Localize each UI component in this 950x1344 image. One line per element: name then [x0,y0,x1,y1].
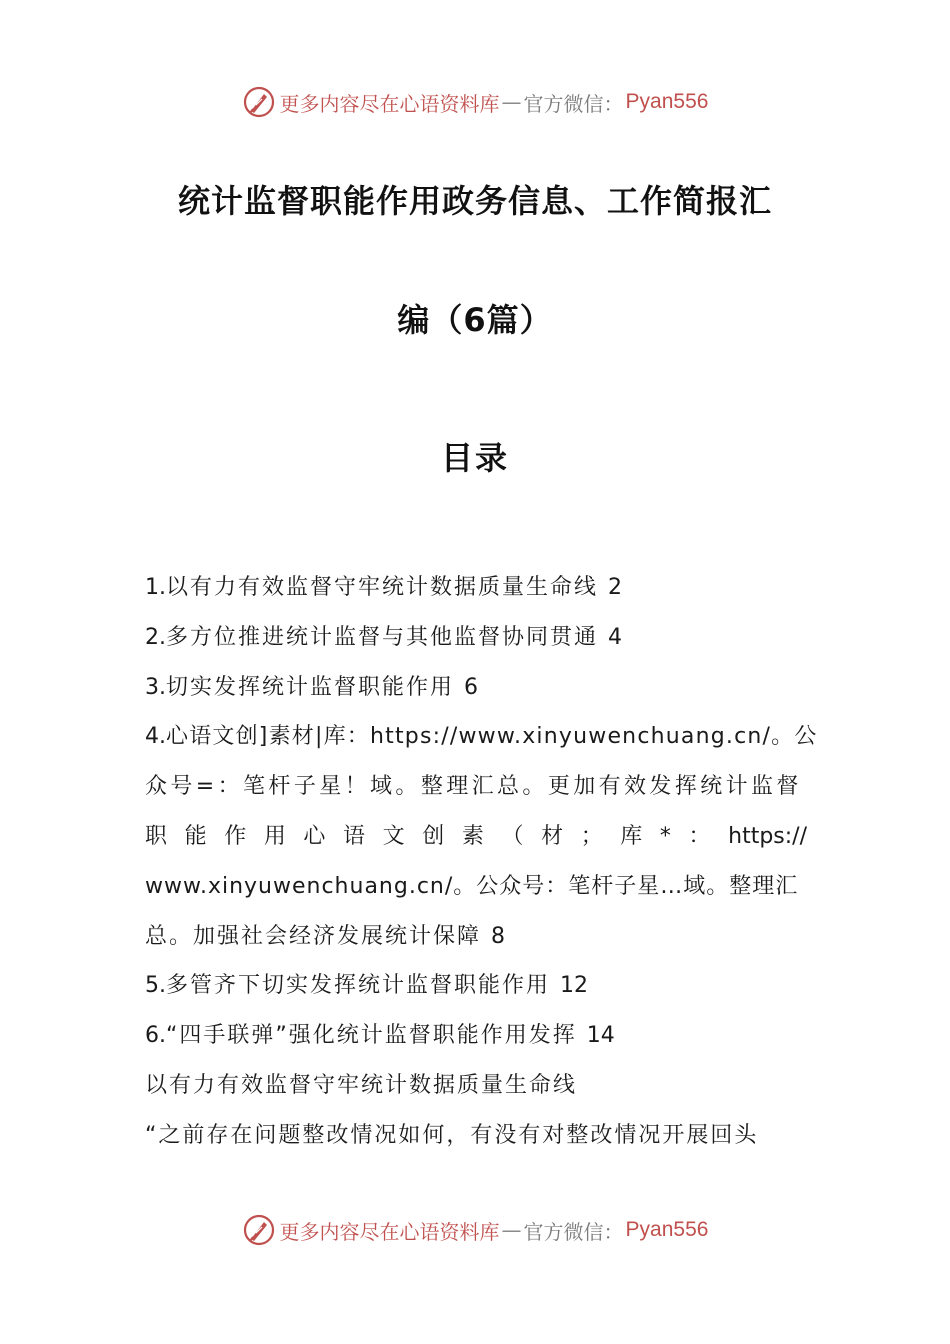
toc-item-4[interactable] [145,712,818,961]
quill-logo-icon [242,1213,276,1247]
toc-item-title: “四手联弹”强化统计监督职能作用发挥 [166,1023,577,1049]
toc-item-page: 12 [560,973,589,999]
header-banner [0,82,950,122]
toc-item-page: 4 [608,624,623,650]
toc-item-title: 切实发挥统计监督职能作用 [166,674,455,700]
toc-item-number: 2. [145,624,166,650]
banner-dash: — [501,90,522,114]
document-title-line-2: 编（6篇） [397,301,553,339]
toc-item-4-line-5 [145,912,807,962]
toc-item-page: 6 [464,674,479,700]
toc-item-4-text-1: 心语文创]素材|库：https://www.xinyuwenchuang.cn/。公 [166,724,818,750]
toc-item-number: 4. [145,724,166,750]
toc-item-page: 2 [608,575,623,600]
toc-item-page: 8 [491,923,506,949]
toc-item-number: 1. [145,575,166,600]
wechat-id: Pyan556 [625,1218,709,1241]
toc-item-4-line-1 [145,712,818,762]
document-title-line-1: 统计监督职能作用政务信息、工作简报汇 [177,182,772,220]
toc-item-number: 6. [145,1023,166,1049]
brand-text: 更多内容尽在心语资料库 [279,1219,500,1244]
footer-banner [0,1210,950,1250]
toc-item-number: 5. [145,973,166,999]
toc-item-6[interactable] [145,1011,807,1061]
wechat-id: Pyan556 [625,90,709,113]
toc-list [145,563,818,1161]
banner-dash: — [501,1218,522,1242]
toc-item-4-line-4: www.xinyuwenchuang.cn/。公众号：笔杆子星…域。整理汇 [145,873,799,899]
toc-item-title: 多管齐下切实发挥统计监督职能作用 [166,973,551,999]
toc-item-3[interactable] [145,663,807,713]
toc-item-4-text-5: 总。加强社会经济发展统计保障 [145,923,482,949]
brand-text: 更多内容尽在心语资料库 [279,91,500,116]
toc-item-title: 以有力有效监督守牢统计数据质量生命线 [166,575,599,600]
toc-item-2[interactable] [145,613,807,663]
wechat-label: 官方微信： [523,91,624,116]
toc-item-4-line-3: 职能作用心语文创素（材；库*：https:// [145,823,807,849]
toc-item-page: 14 [586,1023,615,1049]
body-paragraph-line: “之前存在问题整改情况如何，有没有对整改情况开展回头 [145,1122,759,1148]
toc-item-5[interactable] [145,961,807,1011]
toc-item-title: 多方位推进统计监督与其他监督协同贯通 [166,624,599,650]
toc-item-4-line-2: 众号=：笔杆子星！域。整理汇总。更加有效发挥统计监督 [145,774,802,800]
wechat-label: 官方微信： [523,1219,624,1244]
quill-logo-icon [242,85,276,119]
toc-item-number: 3. [145,674,166,700]
section-heading: 以有力有效监督守牢统计数据质量生命线 [145,1072,578,1098]
toc-heading: 目录 [440,439,509,477]
toc-item-1[interactable] [145,563,807,613]
